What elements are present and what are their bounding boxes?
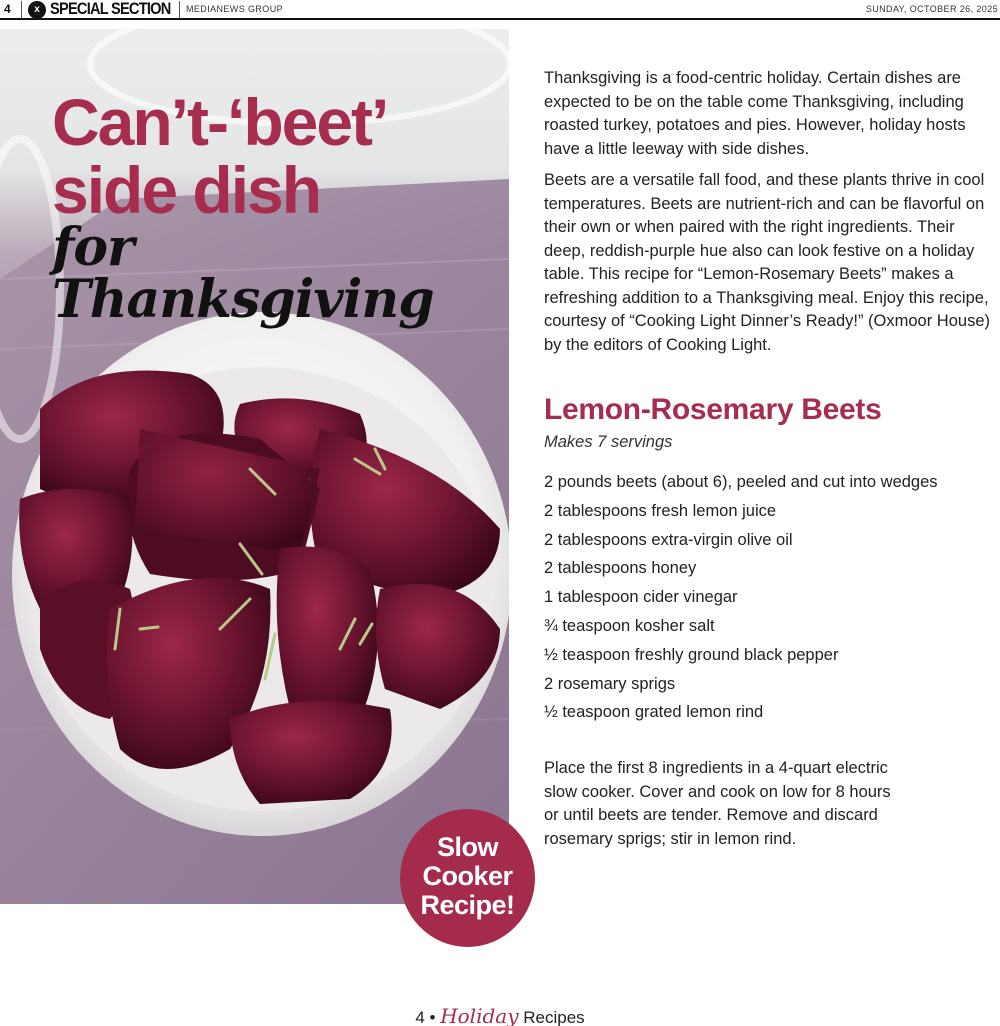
slow-cooker-badge bbox=[400, 809, 535, 947]
article-intro bbox=[544, 67, 1000, 365]
badge-line: Cooker bbox=[422, 861, 513, 891]
footer-brand-rest: Recipes bbox=[523, 1008, 585, 1026]
ingredient-item: 2 pounds beets (about 6), peeled and cut into wedges bbox=[544, 473, 938, 491]
recipe-title: Lemon-Rosemary Beets bbox=[544, 393, 882, 426]
ingredient-item: 2 tablespoons honey bbox=[544, 559, 697, 578]
footer-page-number: 4 bbox=[415, 1008, 425, 1026]
page-header bbox=[0, 0, 1000, 20]
headline-line-1: Can’t-‘beet’ bbox=[52, 85, 388, 159]
intro-paragraph: Beets are a versatile fall food, and these plants thrive in cool temperatures. Beets are nutrient-rich and can be flavorful on their own or when paired with the right ingredients. Their deep, reddish-purple hue also can look festive on a holiday table. This recipe for “Lemon-Rosemary Beets” makes a refreshing addition to a Thanksgiving meal. Enjoy this recipe, courtesy of “Cooking Light Dinner’s Ready!” (Oxmoor House) by the editors of Cooking Light. bbox=[544, 171, 990, 354]
headline-script: for Thanksgiving bbox=[52, 217, 434, 330]
ingredient-item: 2 tablespoons extra-virgin olive oil bbox=[544, 530, 793, 549]
hero-photo bbox=[0, 29, 509, 904]
issue-date: SUNDAY, OCTOBER 26, 2025 bbox=[865, 4, 998, 14]
publisher-name: MEDIANEWS GROUP bbox=[186, 4, 284, 14]
header-page-number: 4 bbox=[4, 2, 11, 16]
footer-brand-script: Holiday bbox=[440, 1004, 519, 1026]
recipe-servings: Makes 7 servings bbox=[544, 433, 673, 451]
header-divider bbox=[179, 1, 180, 18]
header-divider bbox=[21, 1, 22, 18]
ingredient-item: 2 rosemary sprigs bbox=[544, 674, 676, 693]
page-footer bbox=[0, 1004, 1000, 1026]
ingredient-item: 1 tablespoon cider vinegar bbox=[544, 588, 738, 607]
badge-line: Recipe! bbox=[420, 890, 515, 920]
headline-line-2: side dish bbox=[52, 153, 321, 227]
recipe-instructions: Place the first 8 ingredients in a 4-quart electric slow cooker. Cover and cook on low for 8 hours or until beets are tender. Remove and discard rosemary sprigs; stir in lemon rind. bbox=[544, 759, 891, 848]
ingredient-item: ½ teaspoon freshly ground black pepper bbox=[544, 645, 839, 664]
badge-line: Slow bbox=[436, 832, 498, 862]
footer-bullet: • bbox=[429, 1008, 436, 1026]
ingredient-item: 2 tablespoons fresh lemon juice bbox=[544, 501, 777, 520]
section-title: SPECIAL SECTION bbox=[50, 0, 171, 18]
ingredient-item: ¾ teaspoon kosher salt bbox=[544, 616, 715, 635]
intro-paragraph: Thanksgiving is a food-centric holiday. Certain dishes are expected to be on the table come Thanksgiving, including roasted turkey, potatoes and pies. However, holiday hosts have a little leeway with side dishes. bbox=[544, 69, 966, 158]
ingredient-item: ½ teaspoon grated lemon rind bbox=[544, 703, 764, 722]
ingredients-list bbox=[544, 468, 1000, 727]
section-logo-icon: x bbox=[28, 1, 46, 19]
